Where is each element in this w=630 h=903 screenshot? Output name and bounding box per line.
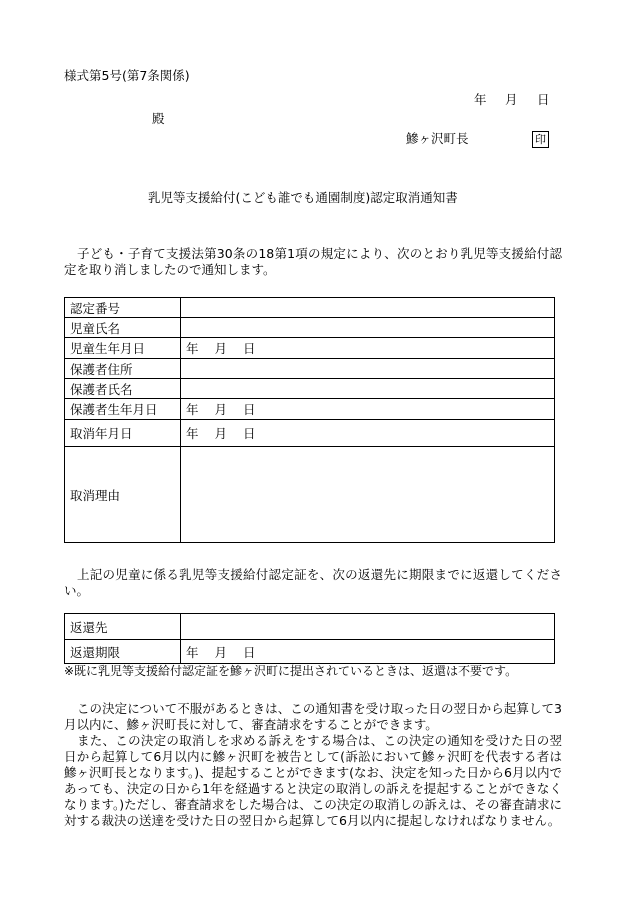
addressee-suffix: 殿: [152, 111, 165, 126]
row-label: 保護者氏名: [65, 379, 181, 399]
month-label: 月: [214, 644, 228, 660]
table-row: [65, 614, 555, 640]
table-row: [65, 298, 555, 318]
year-label: 年: [186, 402, 199, 417]
form-number: 様式第5号(第7条関係): [64, 68, 190, 83]
table-row: [65, 640, 555, 664]
table-row: [65, 399, 555, 420]
appeal-paragraph-1: この決定について不服があるときは、この通知書を受け取った日の翌日から起算して3月以内に、鰺ヶ沢町長に対して、審査請求をすることができます。: [64, 701, 562, 732]
row-label: 取消年月日: [65, 420, 181, 447]
issuer-name: 鰺ヶ沢町長: [406, 131, 469, 146]
return-footnote: ※既に乳児等支援給付認定証を鰺ヶ沢町に提出されているときは、返還は不要です。: [64, 664, 518, 678]
date-day-label: 日: [537, 92, 550, 107]
row-label: 認定番号: [65, 298, 181, 318]
row-label: 児童氏名: [65, 318, 181, 338]
child-birthdate-cell: [181, 338, 555, 359]
cancellation-reason-cell: [181, 447, 555, 543]
month-label: 月: [214, 426, 228, 441]
return-note-paragraph: 上記の児童に係る乳児等支援給付認定証を、次の返還先に期限までに返還してください。: [64, 567, 562, 598]
row-label: 保護者生年月日: [65, 399, 181, 420]
row-label: 返還先: [65, 614, 181, 640]
table-row: [65, 447, 555, 543]
date-year-label: 年: [474, 92, 487, 107]
year-label: 年: [186, 341, 199, 356]
year-label: 年: [186, 426, 199, 441]
certification-info-table: [64, 297, 555, 543]
day-label: 日: [243, 644, 256, 660]
row-label: 返還期限: [65, 640, 181, 664]
guardian-name-cell: [181, 379, 555, 399]
document-title: 乳児等支援給付(こども誰でも通園制度)認定取消通知書: [148, 190, 458, 205]
table-row: [65, 379, 555, 399]
cancellation-date-cell: [181, 420, 555, 447]
return-info-table: [64, 613, 555, 664]
guardian-birthdate-cell: [181, 399, 555, 420]
table-row: [65, 338, 555, 359]
row-label: 児童生年月日: [65, 338, 181, 359]
day-label: 日: [243, 426, 256, 441]
child-name-cell: [181, 318, 555, 338]
year-label: 年: [186, 644, 199, 660]
table-row: [65, 420, 555, 447]
row-label: 保護者住所: [65, 359, 181, 379]
seal-mark: 印: [532, 131, 549, 148]
date-month-label: 月: [505, 92, 518, 107]
table-row: [65, 318, 555, 338]
appeal-paragraph-2: また、この決定の取消しを求める訴えをする場合は、この決定の通知を受けた日の翌日から起算して6月以内に鰺ヶ沢町を被告として(訴訟において鰺ヶ沢町を代表する者は鰺ヶ沢町長となります。)、提起することができます(なお、決定を知った日から6月以内であっても、決定の日から1年を経過すると決定の取消しの訴えを提起することができなくなります。)ただし、審査請求をした場合は、この決定の取消しの訴えは、その審査請求に対する裁決の送達を受けた日の翌日から起算して6月以内に提起しなければなりません。: [64, 733, 562, 828]
intro-paragraph: 子ども・子育て支援法第30条の18第1項の規定により、次のとおり乳児等支援給付認定を取り消しましたので通知します。: [64, 246, 562, 277]
guardian-address-cell: [181, 359, 555, 379]
certification-number-cell: [181, 298, 555, 318]
day-label: 日: [243, 341, 256, 356]
row-label: 取消理由: [65, 447, 181, 543]
day-label: 日: [243, 402, 256, 417]
month-label: 月: [214, 341, 228, 356]
return-deadline-cell: [181, 640, 555, 664]
month-label: 月: [214, 402, 228, 417]
return-destination-cell: [181, 614, 555, 640]
table-row: [65, 359, 555, 379]
